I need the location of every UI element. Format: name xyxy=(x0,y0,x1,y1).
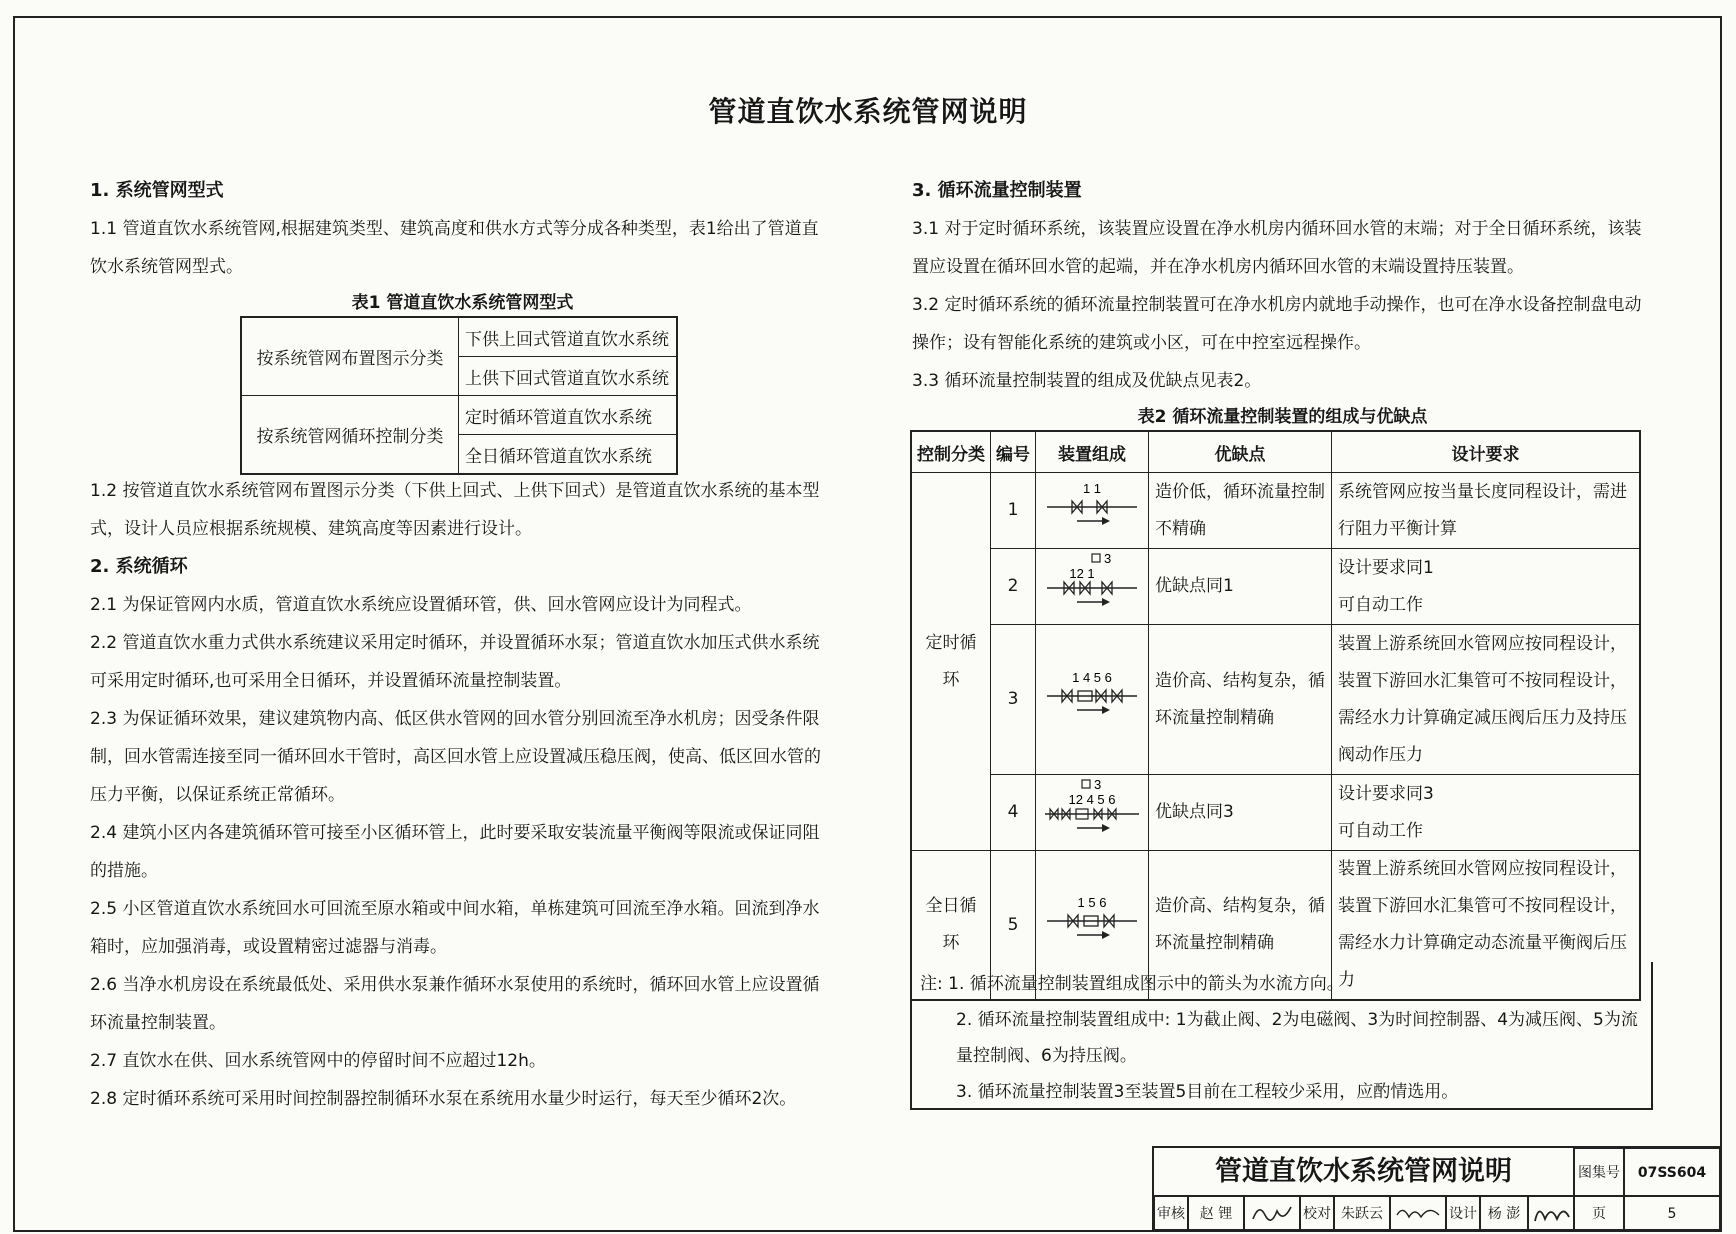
left-column-lower xyxy=(90,472,835,1118)
table2 xyxy=(910,430,1641,1001)
diagram-label: 1 4 5 6 xyxy=(1072,669,1112,685)
checker-signature xyxy=(1390,1196,1446,1230)
checker-name: 朱跃云 xyxy=(1334,1196,1390,1230)
valve-diagram-4 xyxy=(1036,775,1149,851)
table2-req: 系统管网应按当量长度同程设计，需进行阻力平衡计算 xyxy=(1332,473,1641,549)
designer-name: 杨 澎 xyxy=(1480,1196,1528,1230)
valve-diagram-svg xyxy=(1042,479,1142,529)
table2-pros: 造价高、结构复杂，循环流量控制精确 xyxy=(1149,625,1332,775)
table2-no: 5 xyxy=(991,851,1036,1001)
review-label: 审核 xyxy=(1154,1196,1188,1230)
page-title: 管道直饮水系统管网说明 xyxy=(708,95,1028,128)
table1-category: 按系统管网布置图示分类 xyxy=(241,317,459,396)
para-1-1: 1.1 管道直饮水系统管网,根据建筑类型、建筑高度和供水方式等分成各种类型，表1给出了管道直饮水系统管网型式。 xyxy=(90,219,819,277)
para-2-5: 2.5 小区管道直饮水系统回水可回流至原水箱或中间水箱，单栋建筑可回流至净水箱。回流到净水箱时，应加强消毒，或设置精密过滤器与消毒。 xyxy=(90,899,820,957)
valve-diagram-svg xyxy=(1042,668,1142,718)
table1-item: 上供下回式管道直饮水系统 xyxy=(459,357,678,396)
atlas-label: 图集号 xyxy=(1574,1148,1624,1196)
table1 xyxy=(240,316,678,475)
title-block-title: 管道直饮水系统管网说明 xyxy=(1154,1148,1574,1196)
table2-header: 装置组成 xyxy=(1036,431,1149,473)
table2-req: 装置上游系统回水管网应按同程设计，装置下游回水汇集管可不按同程设计，需经水力计算确定动态流量平衡阀后压力 xyxy=(1332,851,1641,1001)
diagram-label: 3 xyxy=(1094,776,1102,792)
diagram-label: 1 1 xyxy=(1082,480,1102,496)
table2-no: 1 xyxy=(991,473,1036,549)
note-3: 3. 循环流量控制装置3至装置5目前在工程较少采用，应酌情选用。 xyxy=(956,1082,1459,1102)
para-3-2: 3.2 定时循环系统的循环流量控制装置可在净水机房内就地手动操作，也可在净水设备控制盘电动操作；设有智能化系统的建筑或小区，可在中控室远程操作。 xyxy=(912,295,1642,353)
section-1-heading: 1. 系统管网型式 xyxy=(90,180,224,201)
para-3-1: 3.1 对于定时循环系统，该装置应设置在净水机房内循环回水管的末端；对于全日循环系统，该装置应设置在循环回水管的起端，并在净水机房内循环回水管的末端设置持压装置。 xyxy=(912,219,1642,277)
check-label: 校对 xyxy=(1300,1196,1334,1230)
table2-group-allday: 全日循环 xyxy=(911,851,991,1001)
designer-signature xyxy=(1528,1196,1574,1230)
valve-diagram-3 xyxy=(1036,625,1149,775)
table1-item: 定时循环管道直饮水系统 xyxy=(459,396,678,435)
table2-group-timed: 定时循环 xyxy=(911,473,991,851)
table2-req: 装置上游系统回水管网应按同程设计，装置下游回水汇集管可不按同程设计，需经水力计算确定减压阀后压力及持压阀动作压力 xyxy=(1332,625,1641,775)
valve-diagram-svg xyxy=(1042,776,1142,836)
section-3-heading: 3. 循环流量控制装置 xyxy=(912,180,1082,201)
valve-diagram-1 xyxy=(1036,473,1149,549)
table1-item: 全日循环管道直饮水系统 xyxy=(459,435,678,475)
valve-diagram-2 xyxy=(1036,549,1149,625)
table2-header: 控制分类 xyxy=(911,431,991,473)
para-2-3: 2.3 为保证循环效果，建议建筑物内高、低区供水管网的回水管分别回流至净水机房；因受条件限制，回水管需连接至同一循环回水干管时，高区回水管上应设置减压稳压阀，使高、低区回水管的压力平衡，以保证系统正常循环。 xyxy=(90,709,821,805)
table1-category: 按系统管网循环控制分类 xyxy=(241,396,459,475)
para-2-4: 2.4 建筑小区内各建筑循环管可接至小区循环管上，此时要采取安装流量平衡阀等限流或保证同阻的措施。 xyxy=(90,823,820,881)
right-column xyxy=(912,172,1657,400)
para-2-7: 2.7 直饮水在供、回水系统管网中的停留时间不应超过12h。 xyxy=(90,1051,546,1071)
title-block xyxy=(1152,1146,1722,1232)
note-1: 注: 1. 循环流量控制装置组成图示中的箭头为水流方向。 xyxy=(920,974,1344,994)
table1-caption: 表1 管道直饮水系统管网型式 xyxy=(351,293,574,313)
valve-diagram-svg xyxy=(1042,893,1142,943)
left-column xyxy=(90,172,835,286)
table1-item: 下供上回式管道直饮水系统 xyxy=(459,317,678,357)
reviewer-signature xyxy=(1244,1196,1300,1230)
table2-no: 3 xyxy=(991,625,1036,775)
atlas-number: 07SS604 xyxy=(1624,1148,1720,1196)
diagram-label: 1 5 6 xyxy=(1077,895,1107,910)
section-2-heading: 2. 系统循环 xyxy=(90,556,188,577)
table2-no: 2 xyxy=(991,549,1036,625)
table2-header: 编号 xyxy=(991,431,1036,473)
signature-icon xyxy=(1245,1197,1299,1229)
diagram-label: 12 1 xyxy=(1069,565,1095,581)
para-2-6: 2.6 当净水机房设在系统最低处、采用供水泵兼作循环水泵使用的系统时，循环回水管上应设置循环流量控制装置。 xyxy=(90,975,820,1033)
note-2: 2. 循环流量控制装置组成中: 1为截止阀、2为电磁阀、3为时间控制器、4为减压阀、5为流量控制阀、6为持压阀。 xyxy=(956,1010,1638,1066)
table2-header: 设计要求 xyxy=(1332,431,1641,473)
page-number: 5 xyxy=(1624,1196,1720,1230)
table2-pros: 造价高、结构复杂，循环流量控制精确 xyxy=(1149,851,1332,1001)
diagram-label: 3 xyxy=(1104,550,1112,566)
table2-caption: 表2 循环流量控制装置的组成与优缺点 xyxy=(1137,407,1428,427)
design-label: 设计 xyxy=(1446,1196,1480,1230)
para-2-2: 2.2 管道直饮水重力式供水系统建议采用定时循环，并设置循环水泵；管道直饮水加压式供水系统可采用定时循环,也可采用全日循环，并设置循环流量控制装置。 xyxy=(90,633,820,691)
signature-icon xyxy=(1529,1197,1573,1229)
table2-header: 优缺点 xyxy=(1149,431,1332,473)
table2-req: 设计要求同3 可自动工作 xyxy=(1332,775,1641,851)
diagram-label: 12 4 5 6 xyxy=(1068,791,1116,807)
para-2-8: 2.8 定时循环系统可采用时间控制器控制循环水泵在系统用水量少时运行，每天至少循环2次。 xyxy=(90,1089,797,1109)
table2-no: 4 xyxy=(991,775,1036,851)
para-2-1: 2.1 为保证管网内水质，管道直饮水系统应设置循环管，供、回水管网应设计为同程式。 xyxy=(90,595,752,615)
signature-icon xyxy=(1391,1197,1445,1229)
table2-pros: 造价低，循环流量控制不精确 xyxy=(1149,473,1332,549)
table2-pros: 优缺点同1 xyxy=(1149,549,1332,625)
table2-req: 设计要求同1 可自动工作 xyxy=(1332,549,1641,625)
table2-notes xyxy=(910,962,1653,1110)
table2-pros: 优缺点同3 xyxy=(1149,775,1332,851)
para-3-3: 3.3 循环流量控制装置的组成及优缺点见表2。 xyxy=(912,371,1262,391)
reviewer-name: 赵 锂 xyxy=(1188,1196,1244,1230)
page-label: 页 xyxy=(1574,1196,1624,1230)
valve-diagram-svg xyxy=(1042,550,1142,610)
para-1-2: 1.2 按管道直饮水系统管网布置图示分类（下供上回式、上供下回式）是管道直饮水系统的基本型式，设计人员应根据系统规模、建筑高度等因素进行设计。 xyxy=(90,481,820,539)
